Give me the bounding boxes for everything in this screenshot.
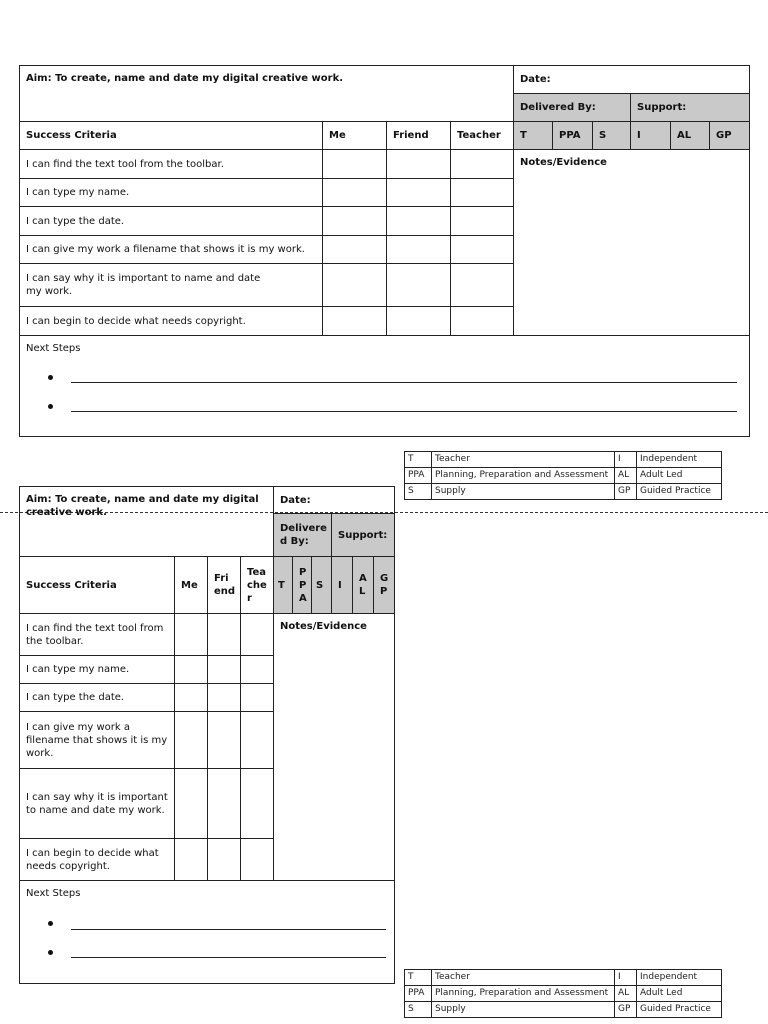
support-label: Support: [631, 94, 750, 122]
me-cell[interactable] [323, 179, 387, 207]
key-meaning: Planning, Preparation and Assessment [432, 468, 615, 484]
key-meaning: Adult Led [637, 468, 722, 484]
me-cell[interactable] [175, 684, 208, 712]
date-field[interactable]: Date: [274, 487, 395, 514]
delivery-code-s[interactable]: S [593, 122, 631, 150]
teacher-cell[interactable] [241, 614, 274, 656]
key-code: AL [615, 468, 637, 484]
criteria-row [20, 614, 395, 656]
friend-cell[interactable] [387, 150, 451, 179]
friend-cell[interactable] [208, 839, 241, 881]
delivery-code-ppa[interactable]: P P A [293, 557, 312, 614]
me-cell[interactable] [323, 236, 387, 264]
key-meaning: Guided Practice [637, 1002, 722, 1018]
delivered-by-label: Delivered By: [514, 94, 631, 122]
criteria-text: I can say why it is important to name and date my work. [20, 769, 175, 839]
key-code: I [615, 970, 637, 986]
support-code-gp[interactable]: GP [710, 122, 750, 150]
criteria-text: I can type the date. [20, 684, 175, 712]
delivered-by-label: Delivere d By: [274, 514, 332, 557]
criteria-row [20, 150, 750, 179]
next-step-line-1[interactable] [71, 929, 386, 930]
key-code: S [405, 484, 432, 500]
key-meaning: Independent [637, 970, 722, 986]
teacher-cell[interactable] [241, 839, 274, 881]
friend-cell[interactable] [387, 236, 451, 264]
bullet-icon [48, 375, 53, 380]
teacher-cell[interactable] [241, 684, 274, 712]
criteria-text: I can find the text tool from the toolbar. [20, 150, 323, 179]
assessment-sheet-narrow [19, 486, 395, 984]
success-criteria-header: Success Criteria [20, 557, 175, 614]
bullet-icon [48, 921, 53, 926]
key-meaning: Independent [637, 452, 722, 468]
friend-cell[interactable] [387, 207, 451, 236]
support-code-i[interactable]: I [332, 557, 353, 614]
date-field[interactable]: Date: [514, 66, 750, 94]
teacher-cell[interactable] [451, 150, 514, 179]
delivery-code-t[interactable]: T [514, 122, 553, 150]
friend-header: Fri end [208, 557, 241, 614]
key-meaning: Teacher [432, 452, 615, 468]
key-table [404, 969, 722, 1018]
next-steps-box: Next Steps [20, 336, 750, 437]
me-cell[interactable] [175, 839, 208, 881]
friend-cell[interactable] [208, 684, 241, 712]
criteria-text: I can type my name. [20, 179, 323, 207]
delivery-code-ppa[interactable]: PPA [553, 122, 593, 150]
friend-header: Friend [387, 122, 451, 150]
key-meaning: Teacher [432, 970, 615, 986]
key-code: AL [615, 986, 637, 1002]
bullet-icon [48, 404, 53, 409]
me-cell[interactable] [323, 150, 387, 179]
key-code: GP [615, 1002, 637, 1018]
teacher-cell[interactable] [241, 769, 274, 839]
bullet-icon [48, 950, 53, 955]
me-header: Me [323, 122, 387, 150]
support-label: Support: [332, 514, 395, 557]
key-code: T [405, 970, 432, 986]
teacher-header: Teacher [451, 122, 514, 150]
criteria-text: I can type the date. [20, 207, 323, 236]
me-cell[interactable] [323, 264, 387, 307]
key-meaning: Adult Led [637, 986, 722, 1002]
me-cell[interactable] [175, 614, 208, 656]
friend-cell[interactable] [208, 769, 241, 839]
support-code-i[interactable]: I [631, 122, 671, 150]
key-code: I [615, 452, 637, 468]
key-code: T [405, 452, 432, 468]
friend-cell[interactable] [387, 179, 451, 207]
friend-cell[interactable] [208, 614, 241, 656]
key-meaning: Guided Practice [637, 484, 722, 500]
teacher-header: Tea che r [241, 557, 274, 614]
next-step-line-2[interactable] [71, 411, 737, 412]
criteria-text: I can give my work a filename that shows it is my work. [20, 236, 323, 264]
criteria-text: I can begin to decide what needs copyright. [20, 839, 175, 881]
key-code: PPA [405, 468, 432, 484]
friend-cell[interactable] [387, 264, 451, 307]
next-steps-box: Next Steps [20, 881, 395, 984]
aim-text: Aim: To create, name and date my digital creative work. [20, 487, 274, 557]
delivery-code-s[interactable]: S [312, 557, 332, 614]
friend-cell[interactable] [208, 712, 241, 769]
teacher-cell[interactable] [451, 179, 514, 207]
support-code-al[interactable]: A L [353, 557, 374, 614]
next-step-line-2[interactable] [71, 957, 386, 958]
key-code: PPA [405, 986, 432, 1002]
teacher-cell[interactable] [451, 264, 514, 307]
me-cell[interactable] [175, 712, 208, 769]
key-code: S [405, 1002, 432, 1018]
key-meaning: Supply [432, 1002, 615, 1018]
key-meaning: Supply [432, 484, 615, 500]
teacher-cell[interactable] [241, 656, 274, 684]
teacher-cell[interactable] [241, 712, 274, 769]
criteria-text: I can find the text tool from the toolbar. [20, 614, 175, 656]
teacher-cell[interactable] [451, 236, 514, 264]
friend-cell[interactable] [387, 307, 451, 336]
me-cell[interactable] [323, 307, 387, 336]
support-code-al[interactable]: AL [671, 122, 710, 150]
teacher-cell[interactable] [451, 207, 514, 236]
success-criteria-header: Success Criteria [20, 122, 323, 150]
me-cell[interactable] [175, 769, 208, 839]
criteria-text: I can type my name. [20, 656, 175, 684]
next-step-line-1[interactable] [71, 382, 737, 383]
notes-evidence-box[interactable]: Notes/Evidence [514, 150, 750, 336]
criteria-text: I can begin to decide what needs copyright. [20, 307, 323, 336]
notes-evidence-box[interactable]: Notes/Evidence [274, 614, 395, 881]
teacher-cell[interactable] [451, 307, 514, 336]
criteria-text: I can give my work a filename that shows it is my work. [20, 712, 175, 769]
key-table [404, 451, 722, 500]
key-code: GP [615, 484, 637, 500]
me-header: Me [175, 557, 208, 614]
aim-text: Aim: To create, name and date my digital creative work. [20, 66, 514, 122]
criteria-text: I can say why it is important to name and date my work. [20, 264, 323, 307]
key-meaning: Planning, Preparation and Assessment [432, 986, 615, 1002]
delivery-code-t[interactable]: T [274, 557, 293, 614]
friend-cell[interactable] [208, 656, 241, 684]
me-cell[interactable] [323, 207, 387, 236]
me-cell[interactable] [175, 656, 208, 684]
support-code-gp[interactable]: G P [374, 557, 395, 614]
